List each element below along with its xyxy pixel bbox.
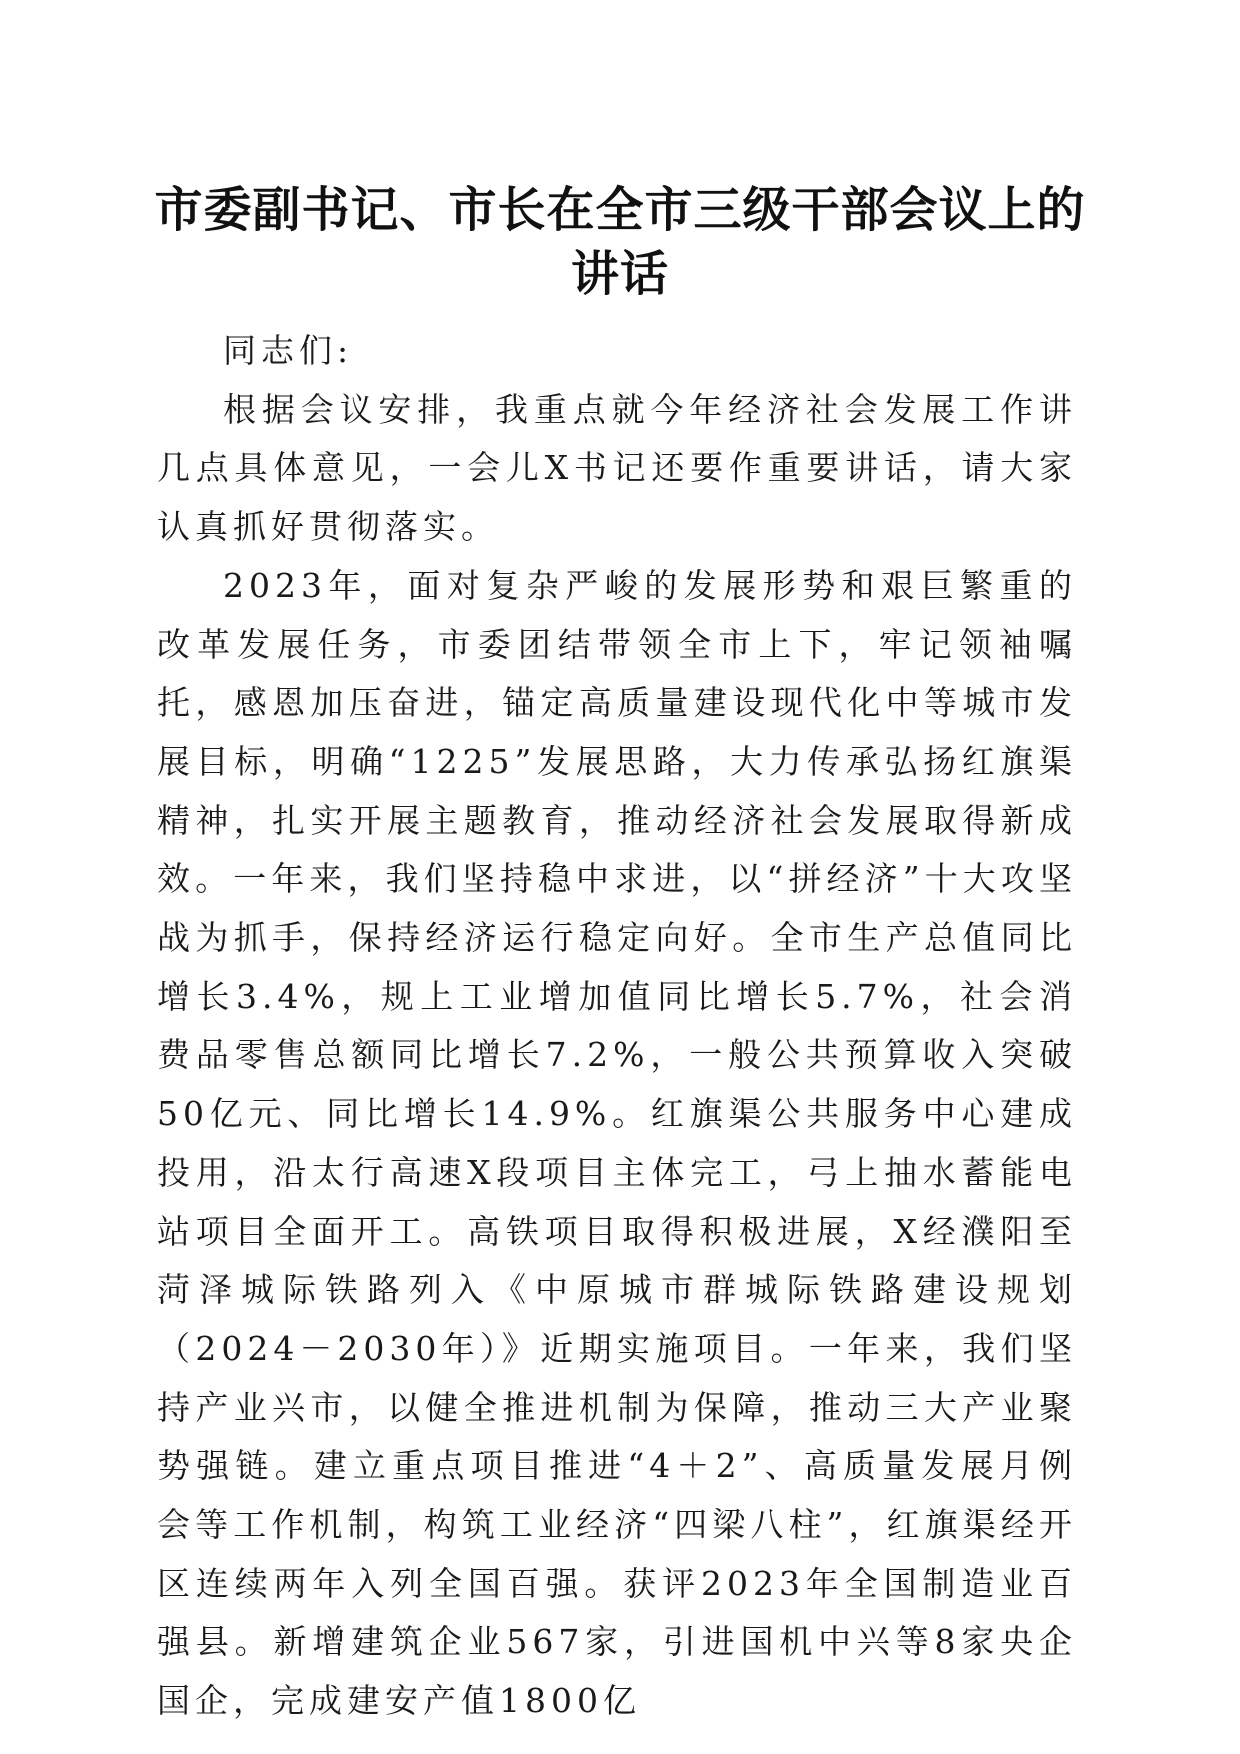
- document-title: 市委副书记、市长在全市三级干部会议上的讲话: [154, 182, 1086, 302]
- body-paragraph: 根据会议安排，我重点就今年经济社会发展工作讲几点具体意见，一会儿X书记还要作重要讲话，请大家认真抓好贯彻落实。: [157, 389, 1077, 547]
- salutation: 同志们:: [223, 331, 354, 370]
- body-paragraph: 2023年，面对复杂严峻的发展形势和艰巨繁重的改革发展任务，市委团结带领全市上下，牢记领袖嘱托，感恩加压奋进，锚定高质量建设现代化中等城市发展目标，明确“1225”发展思路，大力传承弘扬红旗渠精神，扎实开展主题教育，推动经济社会发展取得新成效。一年来，我们坚持稳中求进，以“拼经济”十大攻坚战为抓手，保持经济运行稳定向好。全市生产总值同比增长3.4%，规上工业增加值同比增长5.7%，社会消费品零售总额同比增长7.2%，一般公共预算收入突破50亿元、同比增长14.9%。红旗渠公共服务中心建成投用，沿太行高速X段项目主体完工，弓上抽水蓄能电站项目全面开工。高铁项目取得积极进展，X经濮阳至菏泽城际铁路列入《中原城市群城际铁路建设规划（2024－2030年）》近期实施项目。一年来，我们坚持产业兴市，以健全推进机制为保障，推动三大产业聚势强链。建立重点项目推进“4＋2”、高质量发展月例会等工作机制，构筑工业经济“四梁八柱”，红旗渠经开区连续两年入列全国百强。获评2023年全国制造业百强县。新增建筑企业567家，引进国机中兴等8家央企国企，完成建安产值1800亿: [157, 565, 1077, 1721]
- document-body: [157, 322, 1077, 1731]
